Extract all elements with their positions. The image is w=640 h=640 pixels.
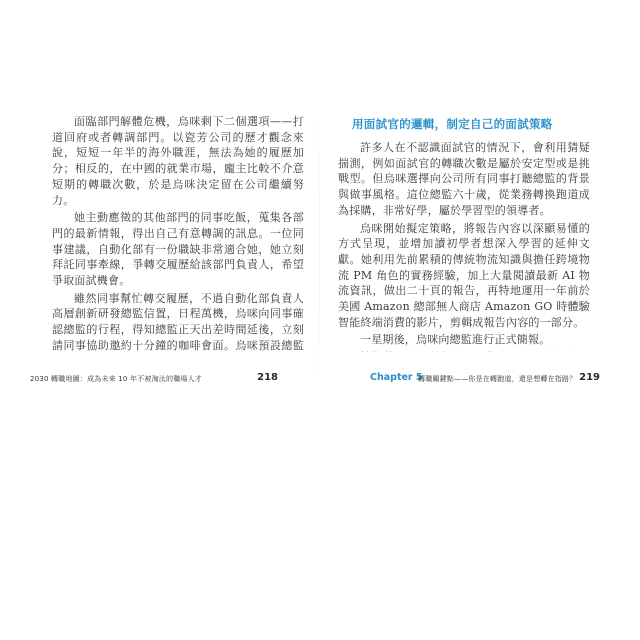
right-page-body <box>338 114 590 352</box>
left-paragraph-3: 雖然同事幫忙轉交履歷，不過自動化部負責人高層創新研發總監信置，日程萬機，烏咪向同事確認總監的行程，得知總監正天出差時間延後，立刻請同事協助邀約十分鐘的咖啡會面。烏咪預設總監 <box>52 291 304 352</box>
left-running-title: 2030 轉職地圖：成為未來 10 年不被淘汰的職場人才 <box>30 375 202 383</box>
right-page-footer <box>370 370 600 386</box>
right-running-title: 轉職關鍵點——你是在轉跑道，還是想轉在指路？ <box>418 375 577 383</box>
chapter-label: Chapter 5 <box>370 372 423 383</box>
left-page-body <box>52 114 304 352</box>
right-paragraph-1: 許多人在不認識面試官的情況下，會利用猜疑揣測，例如面試官的轉職次數是屬於安定型或是挑戰型。但烏咪選擇向公司所有同事打聽總監的背景與做事風格。這位總監六十歲，從業務轉換跑道成為採購，非常好學，屬於學習型的領導者。 <box>338 141 590 217</box>
right-paragraph-4 <box>338 350 590 352</box>
right-paragraph-2: 烏咪開始擬定策略，將報告內容以深顯易懂的方式呈現，並增加讀初學者想深入學習的延伸文獻。她利用先前累積的傳統物流知識與擔任跨境物流 PM 角色的實務經驗，加上大量閱讀最新 AI 物流資訊，做出二十頁的報告，再特地運用一年前於美國 Amazon 總部無人商店 Amazon GO 時體驗智能終端消費的影片，剪輯成報告內容的一部分。 <box>338 221 590 329</box>
section-heading: 用面試官的邏輯，制定自己的面試策略 <box>352 117 553 131</box>
left-page-number: 218 <box>257 372 278 383</box>
right-paragraph-3: 一星期後，烏咪向總監進行正式簡報。 <box>360 333 551 347</box>
right-page-number: 219 <box>579 372 600 383</box>
left-paragraph-2: 她主動應徵的其他部門的同事吃飯，蒐集各部門的最新情報，得出自己有意轉調的訊息。一位同事建議，自動化部有一份職缺非常適合她，她立刻拜託同事牽線，爭轉交履歷給該部門負責人，希望爭取面試機會。 <box>52 211 304 288</box>
left-paragraph-1: 面臨部門解體危機，烏咪剩下二個選項——打道回府或者轉調部門。以瓷芳公司的歷才觀念來說，短短一年半的海外職涯，無法為她的履歷加分；相反的，在中國的就業市場，龐主比較不介意短期的轉職次數，於是烏咪決定留在公司繼續努力。 <box>52 115 304 207</box>
left-page-footer <box>30 370 280 386</box>
book-gutter-shadow <box>319 100 320 400</box>
